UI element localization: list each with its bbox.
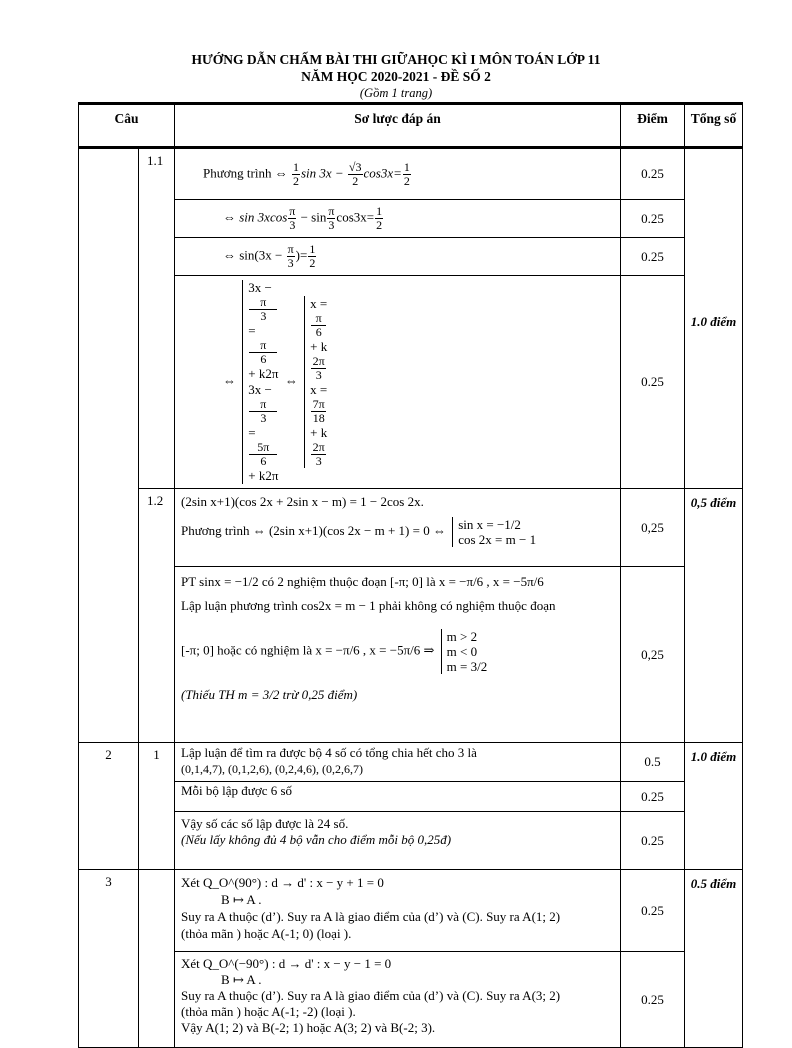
text-line: B ↦ A . xyxy=(221,892,262,907)
table-row xyxy=(79,870,743,952)
text-line: Suy ra A thuộc (d’). Suy ra A là giao điểm của (d’) và (C). Suy ra A(3; 2) xyxy=(181,988,561,1003)
part-number-empty xyxy=(139,870,175,1048)
answer-2-b: Mỗi bộ lập được 6 số xyxy=(175,782,621,812)
table-row xyxy=(79,952,743,1048)
answer-3-b xyxy=(175,952,621,1048)
title-line-1: HƯỚNG DẪN CHẤM BÀI THI GIỮAHỌC KÌ I MÔN TOÁN LỚP 11 xyxy=(191,52,601,67)
answer-2-c xyxy=(175,812,621,870)
points: 0.25 xyxy=(621,238,685,276)
condition: m > 2 xyxy=(446,629,478,644)
col-header-tong: Tổng số xyxy=(685,104,743,148)
text-line: Vậy số các số lập được là 24 số. xyxy=(181,816,349,831)
step-2: ⇔ sin 3xcos $\frac{\pi}{3}$ − sin $\frac{\pi}{3}$ cos3x= $\frac{1}{2}$ xyxy=(175,200,621,238)
text-line: PT sinx = −1/2 có 2 nghiệm thuộc đoạn [-π; 0] là x = −π/6 , x = −5π/6 xyxy=(181,574,544,589)
points: 0.25 xyxy=(621,200,685,238)
step-1: Phương trình ⇔ $\frac{1}{2}$ sin 3x − $\frac{√3}{2}$ cos3x= $\frac{1}{2}$ xyxy=(175,148,621,200)
case-line: cos 2x = m − 1 xyxy=(458,532,537,547)
answer-2-a xyxy=(175,743,621,782)
note-line: (Thiếu TH m = 3/2 trừ 0,25 điểm) xyxy=(181,687,358,702)
text-line: (thỏa mãn ) hoặc A(-1; 0) (loại ). xyxy=(181,926,352,941)
text-line: Xét Q_O^(90°) : d → d' : x − y + 1 = 0 xyxy=(181,875,384,890)
table-row xyxy=(79,567,743,743)
text-line: (thỏa mãn ) hoặc A(-1; -2) (loại ). xyxy=(181,1004,356,1019)
table-row xyxy=(79,276,743,489)
total-points: 0,5 điểm xyxy=(685,489,743,743)
note-line: (Nếu lấy không đủ 4 bộ vẫn cho điểm mỗi bộ 0,25đ) xyxy=(181,832,452,847)
step-3: ⇔ sin(3x − $\frac{\pi}{3}$ )= $\frac{1}{2}$ xyxy=(175,238,621,276)
points: 0.25 xyxy=(621,870,685,952)
question-number: 2 xyxy=(79,743,139,870)
points: 0.25 xyxy=(621,952,685,1048)
total-points: 1.0 điểm xyxy=(685,148,743,489)
points: 0.25 xyxy=(621,782,685,812)
table-row xyxy=(79,782,743,812)
text-line: Lập luận để tìm ra được bộ 4 số có tổng chia hết cho 3 là xyxy=(181,745,477,760)
text-line: B ↦ A . xyxy=(221,972,262,987)
question-number-1 xyxy=(79,148,139,743)
total-points: 1.0 điểm xyxy=(685,743,743,870)
col-header-cau: Câu xyxy=(79,104,175,148)
text-line: Xét Q_O^(−90°) : d → d' : x − y − 1 = 0 xyxy=(181,956,392,971)
title-line-2: NĂM HỌC 2020-2021 - ĐỀ SỐ 2 xyxy=(301,69,491,84)
points: 0,25 xyxy=(621,567,685,743)
text-line: Suy ra A thuộc (d’). Suy ra A là giao điểm của (d’) và (C). Suy ra A(1; 2) xyxy=(181,909,561,924)
table-row xyxy=(79,489,743,567)
text-line: Vậy A(1; 2) và B(-2; 1) hoặc A(3; 2) và B(-2; 3). xyxy=(181,1020,436,1035)
equation-line: Phương trình ⇔ (2sin x+1)(cos 2x − m + 1) = 0 ⇔ xyxy=(181,522,446,538)
answer-3-a xyxy=(175,870,621,952)
part-number: 1 xyxy=(139,743,175,870)
total-points: 0.5 điểm xyxy=(685,870,743,1048)
points: 0,25 xyxy=(621,489,685,567)
text-line: Lập luận phương trình cos2x = m − 1 phải không có nghiệm thuộc đoạn xyxy=(181,598,556,613)
question-number: 3 xyxy=(79,870,139,1048)
condition: m < 0 xyxy=(446,644,478,659)
points: 0.25 xyxy=(621,812,685,870)
step-4: ⇔ 3x − π 3 = π 6 + k2π 3x − π 3 = 5π 6 + k2π ⇔ x = π 6 + k 2π 3 x = 7π 18 + k 2π 3 xyxy=(175,276,621,489)
step-1-2-a xyxy=(175,489,621,567)
table-header-row xyxy=(79,104,743,148)
table-row xyxy=(79,743,743,782)
page-count-note: (Gồm 1 trang) xyxy=(359,86,433,100)
table-row xyxy=(79,148,743,200)
condition: m = 3/2 xyxy=(446,659,488,674)
col-header-answer: Sơ lược đáp án xyxy=(175,104,621,148)
grading-table xyxy=(78,102,743,1048)
points: 0.25 xyxy=(621,148,685,200)
case-line: sin x = −1/2 xyxy=(458,517,521,532)
step-1-2-b xyxy=(175,567,621,743)
points: 0.5 xyxy=(621,743,685,782)
text-line: [-π; 0] hoặc có nghiệm là x = −π/6 , x = −5π/6 ⇒ xyxy=(181,642,435,658)
equation-line: (2sin x+1)(cos 2x + 2sin x − m) = 1 − 2cos 2x. xyxy=(181,494,424,509)
table-row xyxy=(79,238,743,276)
points: 0.25 xyxy=(621,276,685,489)
text-line: (0,1,4,7), (0,1,2,6), (0,2,4,6), (0,2,6,7) xyxy=(181,762,363,776)
table-row xyxy=(79,200,743,238)
part-number: 1.1 xyxy=(139,148,175,489)
table-row xyxy=(79,812,743,870)
col-header-diem: Điểm xyxy=(621,104,685,148)
part-number: 1.2 xyxy=(139,489,175,743)
